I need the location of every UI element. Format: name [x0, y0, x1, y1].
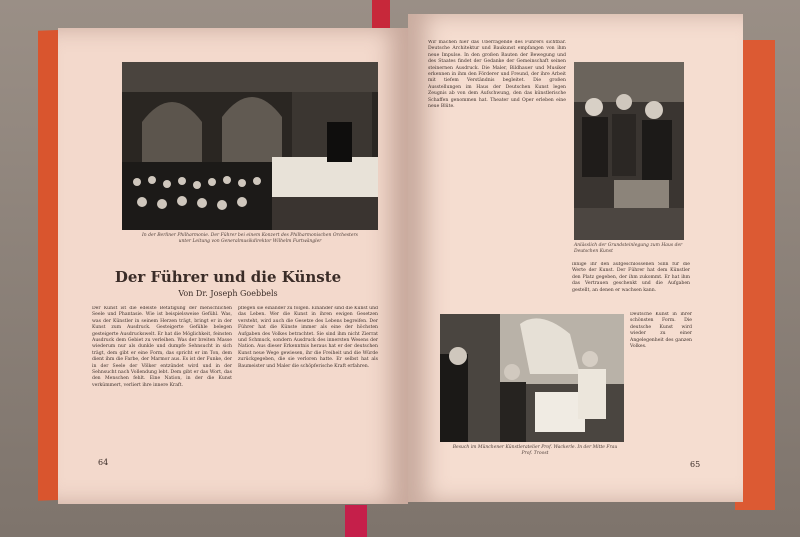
right-text-column-3: Deutsche Kunst in ihrer schönsten Form. Die deutsche Kunst wird wieder zu einer Angelegenheit des ganzen Volkes.: [630, 312, 692, 350]
cornerstone-photo: [574, 62, 684, 240]
left-text-column-2: pflegen sie einander zu folgen. Einander sind die Kunst und das Leben. Wer die Kunst in ihren ewigen Gesetzen versteht, wird auch die Gesetze des Lebens begreifen. Der Führer hat die Künste immer als eine der höchsten Aufgaben des Volkes betrachtet. Sie sind ihm nicht Zierrat und Schmuck, sondern Ausdruck des innersten Wesens der Nation. Aus dieser Erkenntnis heraus hat er der deutschen Kunst neue Wege gewiesen, ihr die Freiheit und die Würde zurückgegeben, die sie verloren hatte. Er selbst hat als Baumeister und Maler die schöpferische Kraft erfahren.: [238, 306, 378, 369]
article-title: Der Führer und die Künste: [114, 268, 342, 286]
article-author: Von Dr. Joseph Goebbels: [178, 289, 278, 298]
concert-hall-photo: [122, 62, 378, 230]
right-text-column-1: Wir machen hier das Überragende des Führers sichtbar. Deutsche Architektur und Baukunst empfangen von ihm neue Impulse. In den großen Bauten der Bewegung und des Staates findet der Gedanke der Gemeinschaft seinen steinernen Ausdruck. Die Maler, Bildhauer und Musiker erkennen in ihm den Förderer und Freund, der ihre Arbeit mit tiefem Verständnis begleitet. Die großen Ausstellungen im Haus der Deutschen Kunst legen Zeugnis ab von dem Aufschwung, den das künstlerische Schaffen genommen hat. Theater und Oper erleben eine neue Blüte.: [428, 40, 566, 110]
studio-visit-photo: [440, 314, 624, 442]
studio-photo-caption: Besuch im Münchener Künstleratelier Prof. Wackerle. In der Mitte Frau Prof. Troost: [452, 445, 618, 456]
left-text-column-1: Der Kunst ist die edelste Betätigung der menschlichen Seele und Phantasie. Wie ist beispielsweise Gefühl. Was, was der Künstler in seinem Herzen trägt, bringt er in der Kunst zum Ausdruck. Gesteigerte Gefühle belegen gesteigerte Ausdruckswelt. Er hat die Möglichkeit, feinsten Ausdruck dem Gebiet zu verleihen. Was der breiten Masse wiederum nur als dunkle und dumpfe Sehnsucht in sich trägt, dem gibt er eine Form, das spricht er im Ton, dem dient ihm die Farbe, der Marmor aus. Es ist der Funke, der in der Seele der Völker entzündet wird und in der Sehnsucht nach Vollendung lebt. Dem gibt er das Wort, das den Menschen fehlt. Eine Nation, in der die Kunst verkümmert, verliert ihre innere Kraft.: [92, 306, 232, 388]
bookmark-ribbon-top: [372, 0, 390, 30]
right-text-column-2: innige ihr den aufgeschlossenen Sinn für die Werte der Kunst. Der Führer hat dem Künstler den Platz gegeben, der ihm zukommt. Er hat ihm das Vertrauen geschenkt und die Aufgaben gestellt, an denen er wachsen kann.: [572, 262, 690, 293]
bookmark-ribbon-bottom: [345, 505, 367, 537]
right-page-number: 65: [690, 460, 701, 469]
cornerstone-photo-caption: Anlässlich der Grundsteinlegung zum Haus der Deutschen Kunst: [574, 243, 683, 254]
concert-photo-caption: In der Berliner Philharmonie. Der Führer bei einem Konzert des Philharmonischen Orchesters unter Leitung von Generalmusikdirektor Wilhelm Furtwängler: [142, 233, 358, 244]
left-page-number: 64: [98, 458, 109, 467]
